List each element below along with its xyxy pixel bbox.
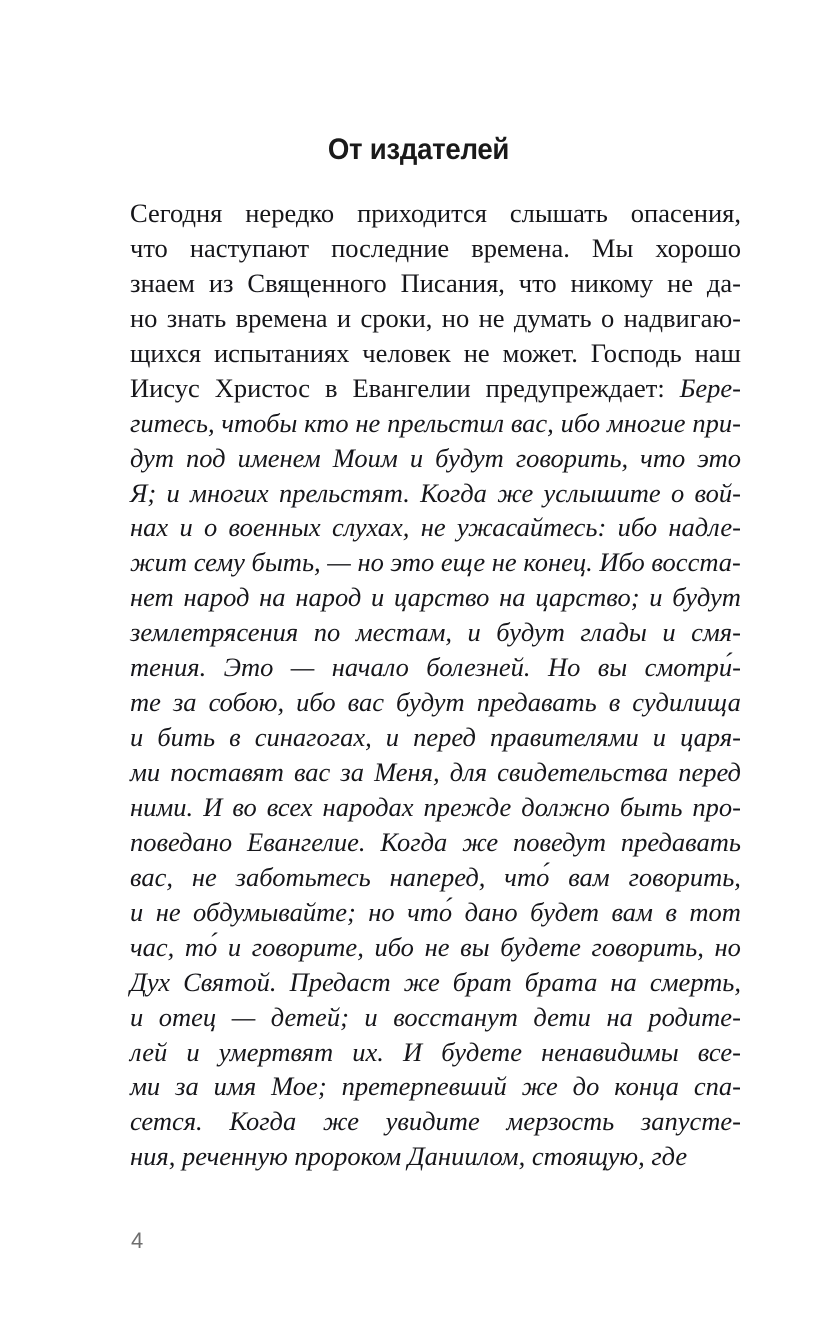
text-line: тения. Это — начало болезней. Но вы смотри́- <box>130 652 741 683</box>
text-line: поведано Евангелие. Когда же поведут предавать <box>130 826 741 857</box>
text-line: знаем из Священного Писания, что никому не да- <box>130 267 741 298</box>
text-line: щихся испытаниях человек не может. Господь наш <box>130 337 741 368</box>
text-line: но знать времена и сроки, но не думать о надвигаю- <box>130 302 741 333</box>
text-line: нет народ на народ и царство на царство; и будут <box>130 582 741 613</box>
text-line: и не обдумывайте; но что́ дано будет вам в тот <box>130 896 741 927</box>
text-line: лей и умертвят их. И будете ненавидимы все- <box>130 1036 741 1067</box>
text-line: жит сему быть, — но это еще не конец. Ибо восста- <box>130 547 741 578</box>
text-line: Сегодня нередко приходится слышать опасения, <box>130 198 741 228</box>
text-line: Дух Святой. Предаст же брат брата на смерть, <box>130 966 741 997</box>
text-line: гитесь, чтобы кто не прельстил вас, ибо многие при- <box>130 407 741 438</box>
text-line: нах и о военных слухах, не ужасайтесь: ибо надле- <box>130 512 741 543</box>
text-line: те за собою, ибо вас будут предавать в судилища <box>130 687 741 718</box>
text-line: ними. И во всех народах прежде должно быть про- <box>130 791 741 822</box>
text-line: что наступают последние времена. Мы хорошо <box>130 232 741 263</box>
text-line: вас, не заботьтесь наперед, что́ вам говорить, <box>130 861 741 892</box>
page-title: От издателей <box>327 133 510 167</box>
text-line: Я; и многих прельстят. Когда же услышите о вой- <box>130 477 741 508</box>
text-line: и отец — детей; и восстанут дети на родите- <box>130 1001 741 1032</box>
text-line: Иисус Христос в Евангелии предупреждает: Бере- <box>130 372 741 403</box>
body-text <box>130 196 741 1174</box>
text-line: дут под именем Моим и будут говорить, что это <box>130 442 741 473</box>
page-number: 4 <box>131 1228 144 1253</box>
text-line: и бить в синагогах, и перед правителями и царя- <box>130 722 741 753</box>
text-line: ми за имя Мое; претерпевший же до конца спа- <box>130 1071 741 1102</box>
text-line: сется. Когда же увидите мерзость запусте- <box>130 1106 741 1137</box>
text-line: землетрясения по местам, и будут глады и смя- <box>130 617 741 648</box>
text-line: ния, реченную пророком Даниилом, стоящую, где <box>130 1141 688 1172</box>
text-line: час, то́ и говорите, ибо не вы будете говорить, но <box>130 931 741 962</box>
text-line: ми поставят вас за Меня, для свидетельства перед <box>130 757 741 787</box>
